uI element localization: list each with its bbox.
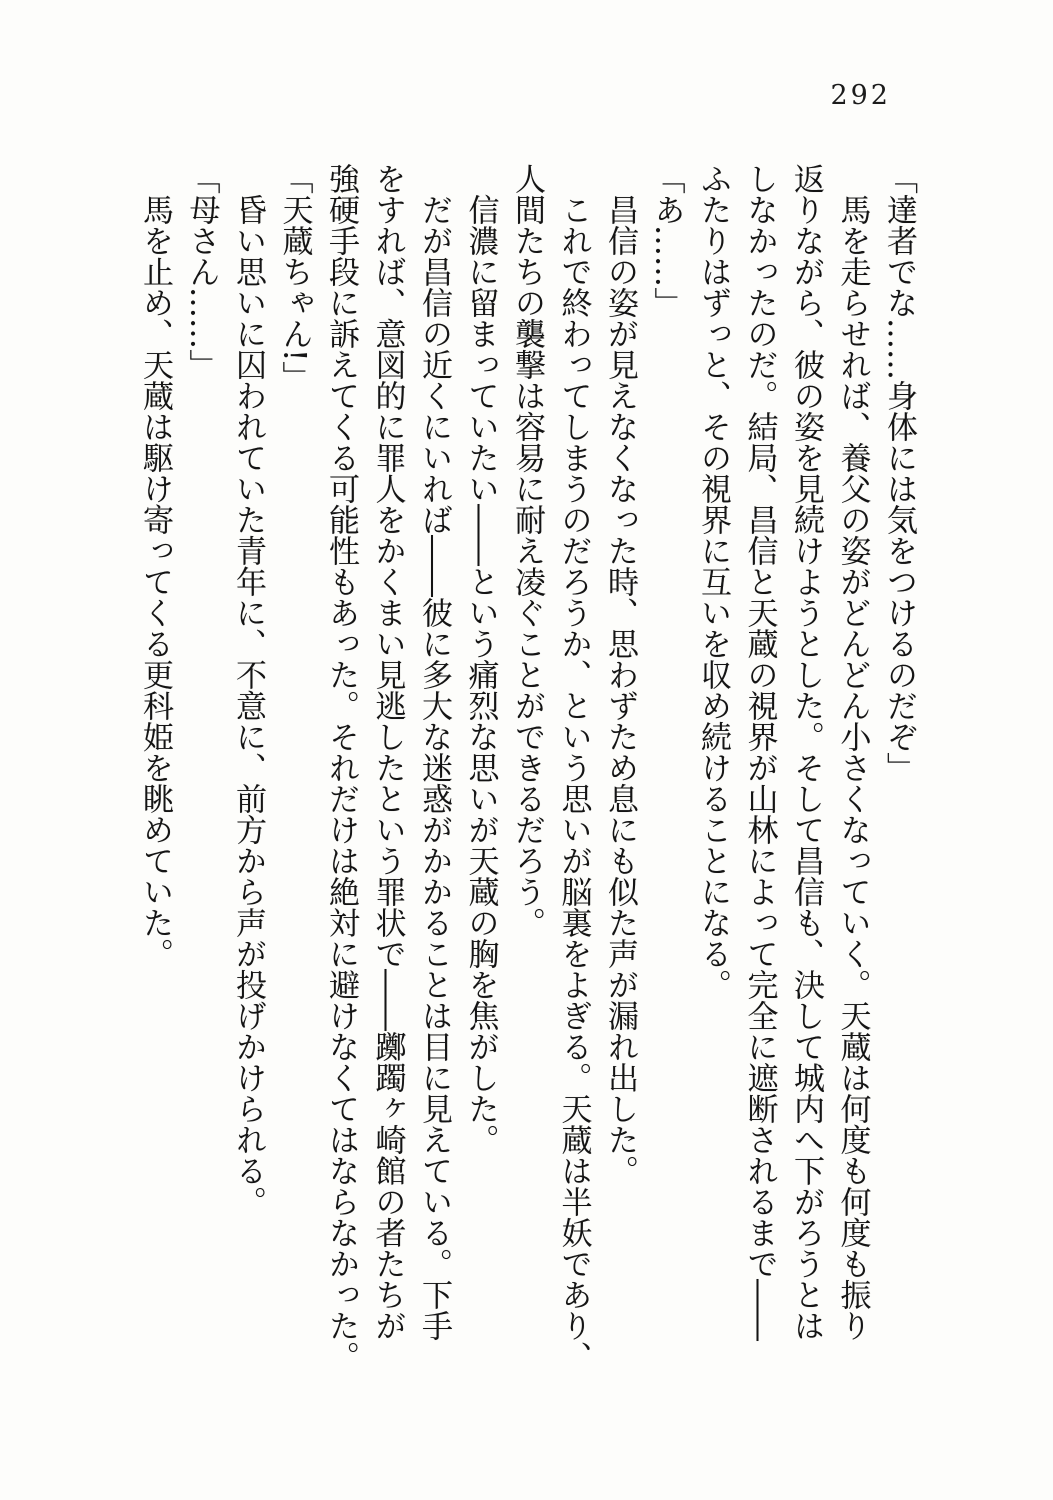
text-column: 「天蔵ちゃん!」 xyxy=(276,163,313,393)
text-column: 信濃に留まっていたい――という痛烈な思いが天蔵の胸を焦がした。 xyxy=(462,194,499,1155)
text-column: 馬を止め、天蔵は駆け寄ってくる更科姫を眺めていた。 xyxy=(137,194,173,969)
text-column: これで終わってしまうのだろうか、という思いが脳裏をよぎる。天蔵は半妖であり、 xyxy=(555,194,592,1372)
page-text-block xyxy=(132,163,923,1372)
text-column: 「あ……」 xyxy=(648,163,685,318)
text-column: 昌信の姿が見えなくなった時、思わずため息にも似た声が漏れ出した。 xyxy=(602,194,638,1186)
text-column: 「達者でな……身体には気をつけるのだぞ」 xyxy=(881,163,917,783)
text-column: をすれば、意図的に罪人をかくまい見逃したという罪状で――躑躅ヶ崎館の者たちが xyxy=(369,163,406,1341)
text-column: だが昌信の近くにいれば――彼に多大な迷惑がかかることは目に見えている。下手 xyxy=(416,194,452,1341)
text-column: 強硬手段に訴えてくる可能性もあった。それだけは絶対に避けなくてはならなかった。 xyxy=(323,163,359,1372)
text-column: 昏い思いに囚われていた青年に、不意に、前方から声が投げかけられる。 xyxy=(230,194,266,1217)
page-number: 292 xyxy=(830,80,891,111)
text-column: 馬を走らせれば、養父の姿がどんどん小さくなっていく。天蔵は何度も何度も振り xyxy=(834,194,871,1341)
text-column: ふたりはずっと、その視界に互いを収め続けることになる。 xyxy=(695,163,731,1000)
text-column: 返りながら、彼の姿を見続けようとした。そして昌信も、決して城内へ下がろうとは xyxy=(788,163,824,1341)
text-column: 「母さん……」 xyxy=(183,163,220,380)
text-column: 人間たちの襲撃は容易に耐え凌ぐことができるだろう。 xyxy=(509,163,545,938)
text-column: しなかったのだ。結局、昌信と天蔵の視界が山林によって完全に遮断されるまで―― xyxy=(741,163,778,1341)
